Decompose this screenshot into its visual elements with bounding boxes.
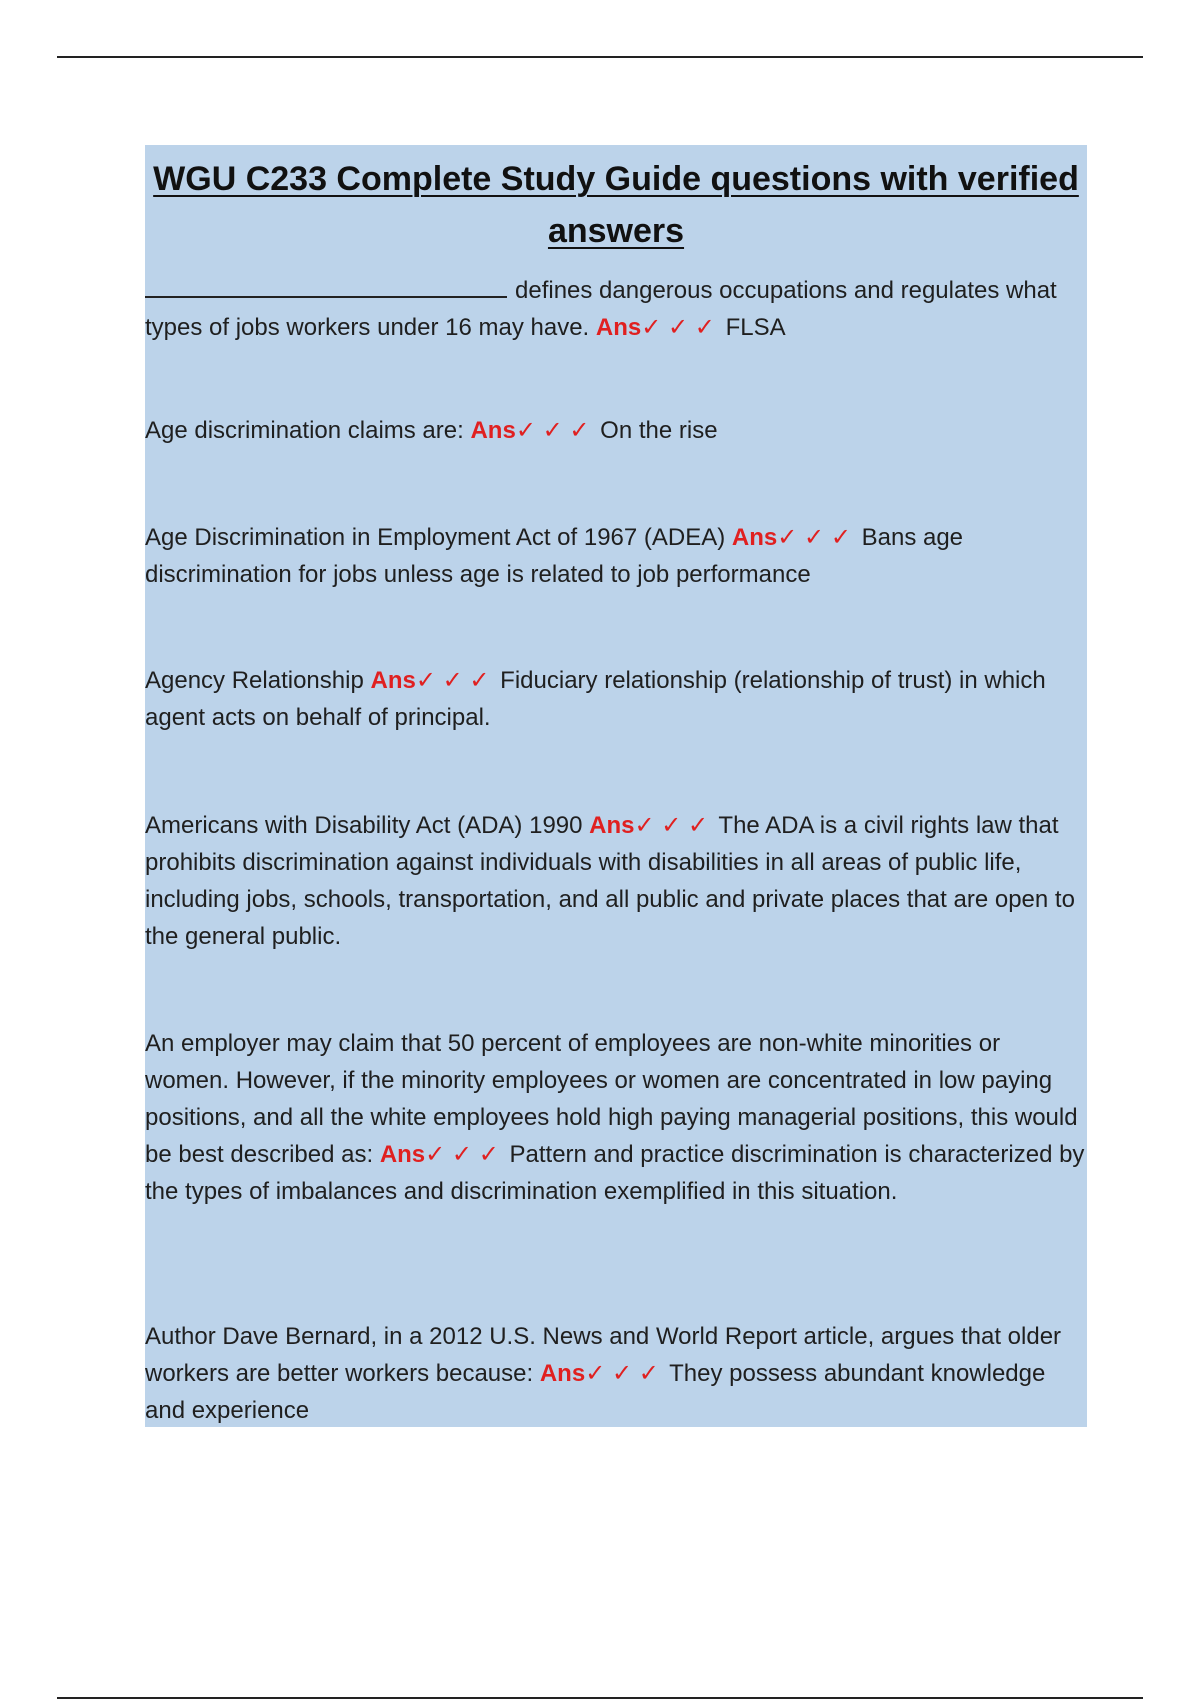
question-3: Age Discrimination in Employment Act of 1967 (ADEA) (145, 524, 726, 551)
check-marks-5: ✓ ✓ ✓ (634, 812, 709, 839)
question-2: Age discrimination claims are: (145, 417, 464, 444)
check-marks-3: ✓ ✓ ✓ (777, 524, 851, 551)
qa-entry-7 (145, 1318, 1087, 1429)
study-guide-content (145, 145, 1087, 1427)
question-6: An employer may claim that 50 percent of employees are non-white minorities or women. However, if the minority employees or women are concentrated in low paying positions, and all the white employees hold high paying managerial positions, this would be best described as: (145, 1030, 1078, 1168)
check-marks-2: ✓ ✓ ✓ (515, 417, 590, 444)
question-5: Americans with Disability Act (ADA) 1990 (145, 812, 583, 839)
check-marks-6: ✓ ✓ ✓ (425, 1141, 499, 1168)
answer-1: FLSA (725, 314, 786, 341)
answer-2: On the rise (600, 417, 718, 444)
check-marks-7: ✓ ✓ ✓ (585, 1360, 659, 1387)
answer-5: The ADA is a civil rights law that prohibits discrimination against individuals with disabilities in all areas of public life, including jobs, schools, transportation, and all public and private places that are open to the general public. (145, 812, 1075, 950)
answer-marker-5: Ans (589, 812, 635, 839)
qa-entry-6 (145, 1025, 1087, 1210)
qa-entry-4 (145, 662, 1087, 736)
qa-entry-5 (145, 807, 1087, 955)
document-title: WGU C233 Complete Study Guide questions with verified answers (153, 160, 1079, 250)
question-7: Author Dave Bernard, in a 2012 U.S. News and World Report article, argues that older workers are better workers because: (145, 1323, 1062, 1387)
answer-4: Fiduciary relationship (relationship of trust) in which agent acts on behalf of principal. (145, 667, 1046, 731)
question-1: defines dangerous occupations and regulates what types of jobs workers under 16 may have. (145, 277, 1057, 341)
answer-marker-3: Ans (731, 524, 778, 551)
answer-marker-7: Ans (539, 1360, 586, 1387)
qa-entry-2 (145, 412, 1087, 449)
check-marks-1: ✓ ✓ ✓ (641, 314, 715, 341)
answer-3: Bans age discrimination for jobs unless age is related to job performance (145, 524, 964, 588)
answer-6: Pattern and practice discrimination is characterized by the types of imbalances and discrimination exemplified in this situation. (145, 1141, 1085, 1205)
qa-entry-1 (145, 270, 1087, 346)
fill-in-blank-line (145, 270, 507, 298)
answer-marker-6: Ans (379, 1141, 426, 1168)
answer-marker-4: Ans (370, 667, 416, 694)
question-4: Agency Relationship (145, 667, 364, 694)
answer-7: They possess abundant knowledge and experience (145, 1360, 1046, 1424)
footer-rule (57, 1697, 1143, 1699)
header-rule (57, 56, 1143, 58)
answer-marker-1: Ans (595, 314, 642, 341)
check-marks-4: ✓ ✓ ✓ (415, 667, 490, 694)
qa-entry-3 (145, 519, 1087, 593)
answer-marker-2: Ans (470, 417, 516, 444)
